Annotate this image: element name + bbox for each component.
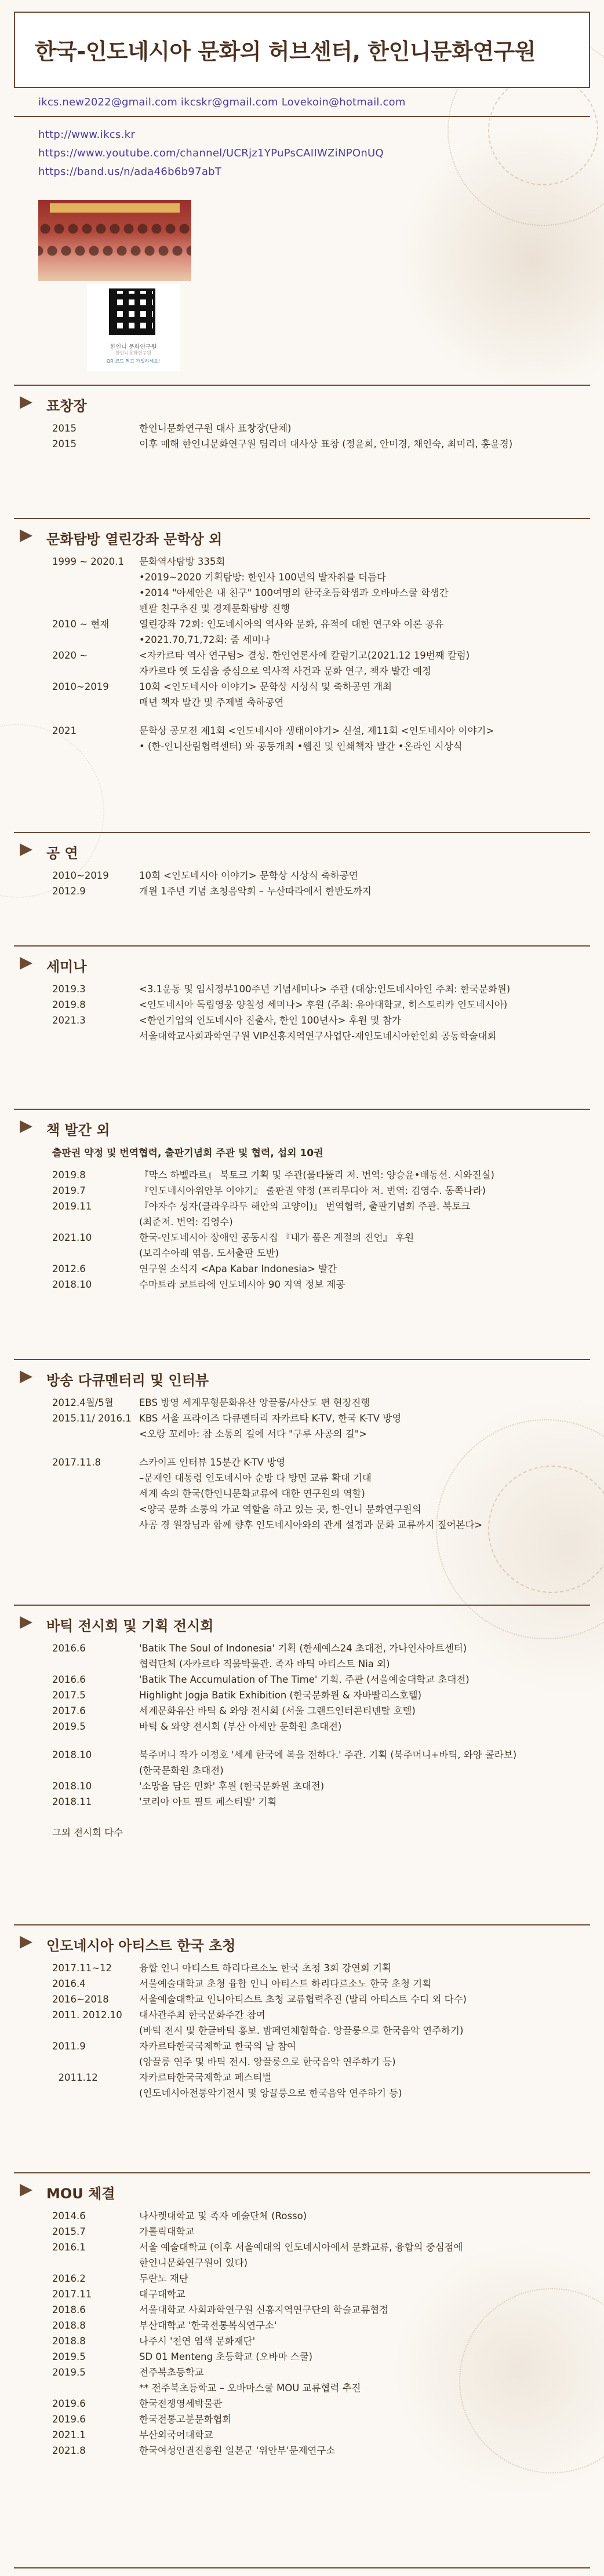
entry-line: 문화역사탐방 335회 (139, 556, 225, 567)
entry-date: 2019.6 (52, 2398, 86, 2409)
timeline-entry (52, 1167, 590, 1183)
entry-text (139, 1778, 590, 1794)
entry-line: SD 01 Menteng 초등학교 (오바마 스쿨) (139, 2351, 313, 2362)
entry-line: 자카르타한국국제학교 한국의 날 참여 (139, 2041, 296, 2052)
entry-line: <인도네시아 독립영웅 양칠성 세미나> 후원 (주최: 유아대학교, 히스토리카 인도네시아) (139, 999, 508, 1010)
timeline-entry (52, 2318, 590, 2333)
entry-text (139, 723, 590, 754)
entry-line: 바틱 & 와양 전시회 (부산 아세안 문화원 초대전) (139, 1721, 342, 1732)
entry-line: ** 전주북초등학교 – 오바마스쿨 MOU 교류협력 추진 (139, 2383, 361, 2394)
triangle-bullet-icon (20, 957, 32, 970)
entry-line: 사공 경 원장님과 함께 향후 인도네시아와의 관계 설정과 문화 교류까지 짚어본다> (139, 1519, 483, 1530)
entry-date: 2010~2019 (52, 870, 109, 881)
entry-line: 나주시 '천연 염색 문화재단' (139, 2336, 256, 2347)
entry-line: 대사관주최 한국문화주간 참여 (139, 2009, 265, 2020)
section-header (14, 2172, 590, 2202)
entry-date: 2019.11 (52, 1201, 92, 1212)
entry-date: 2010 ~ 현재 (52, 619, 110, 630)
entry-text (139, 2208, 590, 2224)
entry-date: 2010~2019 (52, 681, 109, 692)
entry-line: (한국문화원 초대전) (139, 1765, 224, 1776)
entry-text (139, 2302, 590, 2318)
entry-text (139, 1794, 590, 1810)
timeline-entry (52, 2427, 590, 2443)
entry-line: •2014 "아세안은 내 친구" 100여명의 한국초등학생과 오바마스쿨 학생간 (139, 587, 449, 598)
entry-line: (바틱 전시 및 한글바틱 홍보. 밤페연체험학습. 앙끌룽으로 한국음악 연주하기) (139, 2025, 464, 2036)
entry-line: 이후 매해 한인니문화연구원 팀리더 대사상 표창 (정윤희, 안미경, 채인숙, 최미리, 홍윤경) (139, 439, 513, 450)
entry-text (139, 1455, 590, 1533)
section-header (14, 832, 590, 861)
entry-line: 한국-인도네시아 장애인 공동시집 『내가 품은 계절의 진언』 후원 (139, 1232, 414, 1243)
entry-date: 2016.2 (52, 2273, 86, 2284)
entry-text (139, 2286, 590, 2302)
entry-date: 2021.1 (52, 2429, 86, 2440)
entry-text (139, 2224, 590, 2239)
timeline-entry (52, 1703, 590, 1719)
entry-date: 2018.8 (52, 2336, 86, 2347)
timeline-entry (52, 2411, 590, 2427)
entry-text (139, 2271, 590, 2286)
entry-date: 2019.3 (52, 984, 86, 995)
entry-date: 1999 ~ 2020.1 (52, 556, 125, 567)
timeline-entry (52, 2007, 590, 2038)
section-body (14, 1630, 590, 1840)
timeline-entry (52, 1455, 590, 1533)
entry-text (139, 868, 590, 883)
entry-text (139, 616, 590, 648)
entry-text (139, 883, 590, 899)
entry-text (139, 1277, 590, 1292)
entry-text (139, 436, 590, 452)
section-title: MOU 체결 (46, 2186, 115, 2202)
entry-line: 자카르타한국국제학교 페스티벌 (139, 2072, 272, 2083)
entry-date: 2015 (52, 439, 77, 450)
timeline-entry (52, 1199, 590, 1230)
entry-text (139, 1261, 590, 1277)
entry-text (139, 1719, 590, 1734)
section-title: 인도네시아 아티스트 한국 초청 (46, 1938, 236, 1954)
entry-line: <한인기업의 인도네시아 진출사, 한인 100년사> 후원 및 참가 (139, 1015, 401, 1026)
triangle-bullet-icon (20, 1936, 32, 1949)
section-awards (14, 385, 590, 452)
entry-text (139, 1411, 590, 1442)
timeline-entry (52, 2271, 590, 2286)
triangle-bullet-icon (20, 2184, 32, 2197)
entry-line: 펜팔 친구추진 및 경제문화탐방 진행 (139, 603, 290, 614)
entry-line: 연구원 소식지 <Apa Kabar Indonesia> 발간 (139, 1263, 337, 1274)
section-exhibitions (14, 1605, 590, 1840)
section-title: 방송 다큐멘터리 및 인터뷰 (46, 1372, 209, 1389)
timeline-entry (52, 2208, 590, 2224)
entry-text (139, 1199, 590, 1230)
entry-line: 수마트라 코트라에 인도네시아 90 지역 정보 제공 (139, 1279, 345, 1290)
timeline-entry (52, 1747, 590, 1778)
section-body (14, 543, 590, 754)
entry-date: 2017.11~12 (52, 1963, 112, 1974)
entry-line: 『인도네시아위안부 이야기』 출판권 약정 (프리무디아 저. 번역: 김영수. 동쪽나라) (139, 1185, 486, 1196)
entry-text (139, 2038, 590, 2070)
entry-date: 2012.6 (52, 1263, 86, 1274)
entry-line: 『야자수 성자(클라우라두 해안의 고양이)』 번역협력, 출판기념회 주관. 북토크 (139, 1201, 471, 1212)
timeline-entry (52, 2396, 590, 2411)
entry-date: 2020 ~ (52, 650, 88, 661)
timeline-entry (52, 1230, 590, 1261)
timeline-entry (52, 883, 590, 899)
section-performances (14, 832, 590, 899)
entry-text (139, 1703, 590, 1719)
timeline-entry (52, 1261, 590, 1277)
band-link[interactable]: https://band.us/n/ada46b6b97abT (38, 166, 222, 178)
qr-caption: 한인니 문화연구원 (110, 344, 157, 350)
timeline-entry (52, 1719, 590, 1734)
entry-line: Highlight Jogja Batik Exhibition (한국문화원 & 자바빨리스호텔) (139, 1690, 422, 1701)
entry-date: 2015.7 (52, 2226, 86, 2237)
entry-date: 2018.10 (52, 1749, 92, 1760)
entry-line: <양국 문화 소통의 가교 역할을 하고 있는 곳, 한-인니 문화연구원의 (139, 1504, 421, 1515)
section-header (14, 945, 590, 975)
entry-date: 2019.8 (52, 1170, 86, 1181)
entry-text (139, 1747, 590, 1778)
entry-date: 2014.6 (52, 2210, 86, 2221)
entry-line: 서울 예술대학교 (이후 서울예대의 인도네시아에서 문화교류, 융합의 중심점에 (139, 2242, 463, 2253)
entry-date: 2011.9 (52, 2041, 86, 2052)
triangle-bullet-icon (20, 529, 32, 542)
timeline-entry (52, 616, 590, 648)
entry-text (139, 1013, 590, 1044)
entry-date: 2018.10 (52, 1279, 92, 1290)
entry-line: 개원 1주년 기념 초청음악회 – 누산따라에서 한반도까지 (139, 886, 372, 897)
section-body (14, 971, 590, 1044)
entry-line: 스카이프 인터뷰 15분간 K-TV 방영 (139, 1457, 286, 1468)
entry-line: 서울대학교 사회과학연구원 신흥지역연구단의 학술교류협정 (139, 2304, 389, 2315)
entry-date: 2011.12 (52, 2072, 98, 2083)
entry-line: 세계문화유산 바틱 & 와양 전시회 (서울 그랜드인터콘티넨탈 호텔) (139, 1705, 416, 1716)
section-artists (14, 1924, 590, 2101)
entry-date: 2019.5 (52, 2351, 86, 2362)
timeline-entry (52, 1183, 590, 1199)
entry-text (139, 2443, 590, 2458)
entry-date: 2018.11 (52, 1796, 92, 1807)
entry-line: 매년 책자 발간 및 주제별 축하공연 (139, 697, 284, 708)
entry-line: (앙끌룽 연주 및 바틱 전시. 앙끌룽으로 한국음악 연주하기 등) (139, 2056, 396, 2067)
entry-text (139, 1640, 590, 1672)
timeline-entry (52, 2239, 590, 2271)
section-body (14, 410, 590, 452)
timeline-entry (52, 2224, 590, 2239)
entry-date: 2017.11 (52, 2289, 92, 2300)
decorative-mandala-inner (488, 75, 598, 185)
youtube-link[interactable]: https://www.youtube.com/channel/UCRjz1YPuPsCAIIWZiNPOnUQ (38, 147, 384, 159)
entry-line: '코리아 아트 필트 페스티발' 기획 (139, 1796, 277, 1807)
entry-line: 10회 <인도네시아 이야기> 문학상 시상식 및 축하공연 개최 (139, 681, 392, 692)
entry-text (139, 2318, 590, 2333)
entry-text (139, 2365, 590, 2396)
entry-date: 2019.6 (52, 2414, 86, 2425)
entry-line: (인도네시아전통악기전시 및 앙끌룽으로 한국음악 연주하기 등) (139, 2088, 402, 2099)
divider (14, 116, 590, 117)
entry-line: 한국전통고분문화협회 (139, 2414, 232, 2425)
entry-line: (최준저. 번역: 김영수) (139, 1216, 233, 1227)
timeline-entry (52, 1960, 590, 1976)
entry-text (139, 421, 590, 436)
entry-line: 한국여성인권진흥원 일본군 '위안부'문제연구소 (139, 2445, 336, 2456)
section-body (14, 2198, 590, 2458)
timeline-entry (52, 679, 590, 710)
entry-text (139, 1395, 590, 1411)
group-photo (38, 200, 191, 281)
section-title: 세미나 (46, 959, 87, 975)
qr-card[interactable] (87, 284, 180, 371)
entry-line: • (한-인니산림협력센터) 와 공동개최 •웹진 및 인쇄책자 발간 •온라인 시상식 (139, 741, 463, 752)
entry-line: 나사렛대학교 및 족자 예술단체 (Rosso) (139, 2210, 307, 2221)
entry-text (139, 2396, 590, 2411)
section-title: 바틱 전시회 및 기획 전시회 (46, 1618, 214, 1634)
entry-date: 2018.6 (52, 2304, 86, 2315)
section-lectures (14, 518, 590, 754)
entry-date: 2016.6 (52, 1643, 86, 1654)
entry-text (139, 1183, 590, 1199)
timeline-entry (52, 1794, 590, 1810)
entry-date: 2019.5 (52, 2367, 86, 2378)
entry-line: 『막스 하벨라르』 북토크 기획 및 주관(물타뚤리 저. 번역: 양승윤•배동선. 시와진실) (139, 1170, 494, 1181)
entry-line: 서울예술대학교 인니아티스트 초청 교류협력추진 (발리 아티스트 수디 외 다수) (139, 1994, 467, 2005)
entry-text (139, 1672, 590, 1687)
entry-date: 2018.8 (52, 2320, 86, 2331)
timeline-entry (52, 1277, 590, 1292)
timeline-entry (52, 2349, 590, 2365)
entry-date: 2015.11/ 2016.1 (52, 1413, 132, 1424)
timeline-entry (52, 1395, 590, 1411)
section-header (14, 385, 590, 414)
timeline-entry (52, 554, 590, 616)
entry-line: (보리수아래 엮음. 도서출판 도반) (139, 1248, 279, 1259)
timeline-entry (52, 1992, 590, 2007)
entry-date: 2019.5 (52, 1721, 86, 1732)
entry-text (139, 554, 590, 616)
entry-date: 2012.9 (52, 886, 86, 897)
entry-date: 2019.8 (52, 999, 86, 1010)
entry-date: 2016~2018 (52, 1994, 109, 2005)
entry-line: 자카르타 옛 도심을 중심으로 역사적 사건과 문화 연구, 책자 발간 예정 (139, 666, 431, 677)
entry-line: 융합 인니 아티스트 하리다르소노 한국 초청 3회 강연회 기획 (139, 1963, 391, 1974)
triangle-bullet-icon (20, 1616, 32, 1629)
entry-line: 한인니문화연구원이 있다) (139, 2257, 248, 2268)
section-note: 출판권 약정 및 번역협력, 출판기념회 주관 및 협력, 섭외 10권 (52, 1148, 323, 1159)
timeline-entry (52, 2443, 590, 2458)
entry-line: 전주북초등학교 (139, 2367, 204, 2378)
section-title: 표창장 (46, 398, 87, 414)
entry-text (139, 2239, 590, 2271)
entry-line: 세계 속의 한국(한인니문화교류에 대한 연구원의 역할) (139, 1488, 365, 1499)
timeline-entry (52, 1411, 590, 1442)
entry-date: 2021 (52, 725, 77, 736)
entry-line: 대구대학교 (139, 2289, 185, 2300)
entry-text (139, 2427, 590, 2443)
entry-date: 2015 (52, 423, 77, 434)
entry-text (139, 2070, 590, 2101)
section-header (14, 1359, 590, 1389)
entry-line: <오랑 꼬레아: 참 소통의 길에 서다 "구루 사공의 길"> (139, 1428, 368, 1439)
timeline-entry (52, 2333, 590, 2349)
entry-line: 10회 <인도네시아 이야기> 문학상 시상식 축하공연 (139, 870, 358, 881)
entry-line: 북주머니 작가 이정호 '세계 한국에 복을 전하다.' 주관. 기획 (북주머니+바틱, 와양 콜라보) (139, 1749, 517, 1760)
section-header (14, 518, 590, 547)
entry-text (139, 648, 590, 679)
timeline-entry (52, 1976, 590, 1992)
entry-line: •2021.70,71,72회: 줌 세미나 (139, 634, 271, 645)
entry-line: '소망을 담은 민화' 후원 (한국문화원 초대전) (139, 1781, 325, 1792)
timeline-entry (52, 1672, 590, 1687)
section-title: 책 발간 외 (46, 1122, 110, 1138)
timeline-entry (52, 648, 590, 679)
entry-date: 2011. 2012.10 (52, 2009, 122, 2020)
entry-line: <3.1운동 및 임시정부100주년 기념세미나> 주관 (대상:인도네시아인 주최: 한국문화원) (139, 984, 511, 995)
triangle-bullet-icon (20, 396, 32, 409)
entry-date: 2019.7 (52, 1185, 86, 1196)
entry-date: 2021.10 (52, 1232, 92, 1243)
entry-text (139, 981, 590, 997)
timeline-entry (52, 1687, 590, 1703)
entry-line: KBS 서울 프라이즈 다큐멘터리 자카르타 K-TV, 한국 K-TV 방영 (139, 1413, 402, 1424)
entry-text (139, 2333, 590, 2349)
entry-date: 2012.4월/5월 (52, 1397, 114, 1408)
qr-caption-cta: QR 코드 찍고 가입하세요! (106, 359, 161, 364)
entry-date: 2016.6 (52, 1674, 86, 1685)
timeline-entry (52, 868, 590, 883)
entry-line: –문재인 대통령 인도네시아 순방 다 방면 교류 확대 기대 (139, 1472, 372, 1484)
timeline-entry (52, 1640, 590, 1672)
triangle-bullet-icon (20, 1371, 32, 1383)
exhibitions-footer: 그외 전시회 다수 (52, 1827, 123, 1838)
entry-line: 가톨릭대학교 (139, 2226, 195, 2237)
contact-emails[interactable]: ikcs.new2022@gmail.com ikcskr@gmail.com Lovekoin@hotmail.com (38, 96, 406, 108)
timeline-entry (52, 997, 590, 1013)
bottom-divider (14, 2567, 590, 2568)
timeline-entry (52, 723, 590, 754)
entry-line: 'Batik The Accumulation of The Time' 기획. 주관 (서울예술대학교 초대전) (139, 1674, 470, 1685)
section-title: 공 연 (46, 845, 78, 861)
entry-date: 2021.3 (52, 1015, 86, 1026)
section-body (14, 857, 590, 899)
entry-text (139, 1687, 590, 1703)
timeline-entry (52, 2070, 590, 2101)
timeline-entry (52, 421, 590, 436)
entry-text (139, 2007, 590, 2038)
timeline-entry (52, 436, 590, 452)
timeline-entry (52, 2286, 590, 2302)
section-body (14, 1384, 590, 1533)
section-title: 문화탐방 열린강좌 문학상 외 (46, 531, 223, 547)
timeline-entry (52, 2365, 590, 2396)
entry-line: 서울예술대학교 초청 융합 인니 아티스트 하리다르소노 한국 초청 기획 (139, 1978, 432, 1989)
entry-date: 2021.8 (52, 2445, 86, 2456)
website-link[interactable]: http://www.ikcs.kr (38, 129, 136, 141)
entry-date: 2017.6 (52, 1705, 86, 1716)
qr-code-icon[interactable] (109, 288, 155, 335)
qr-caption-sub: 한인니문화연구원 (115, 350, 151, 356)
section-header (14, 1924, 590, 1954)
entry-text (139, 2411, 590, 2427)
entry-line: 'Batik The Soul of Indonesia' 기획 (한세예스24 초대전, 가나인사아트센터) (139, 1643, 467, 1654)
timeline-entry (52, 981, 590, 997)
timeline-entry (52, 2038, 590, 2070)
entry-line: •2019~2020 기획탐방: 한인사 100년의 발자취를 더듬다 (139, 572, 386, 583)
triangle-bullet-icon (20, 843, 32, 856)
entry-line: <자카르타 역사 연구팀> 결성. 한인언론사에 칼럼기고(2021.12 19번째 칼럼) (139, 650, 470, 661)
timeline-entry (52, 1778, 590, 1794)
triangle-bullet-icon (20, 1120, 32, 1133)
section-body (14, 1134, 590, 1292)
entry-line: 부산외국어대학교 (139, 2429, 213, 2440)
entry-date: 2016.4 (52, 1978, 86, 1989)
entry-text (139, 2349, 590, 2365)
entry-line: 열린강좌 72회: 인도네시아의 역사와 문화, 유적에 대한 연구와 이론 공유 (139, 619, 444, 630)
section-seminars (14, 945, 590, 1044)
entry-text (139, 997, 590, 1013)
entry-line: 문학상 공모전 제1회 <인도네시아 생태이야기> 신설, 제11회 <인도네시아 이야기> (139, 725, 494, 736)
entry-line: 두란노 재단 (139, 2273, 188, 2284)
section-mou (14, 2172, 590, 2458)
entry-text (139, 679, 590, 710)
section-body (14, 1950, 590, 2101)
section-header (14, 1605, 590, 1634)
entry-date: 2017.11.8 (52, 1457, 101, 1468)
entry-date: 2018.10 (52, 1781, 92, 1792)
entry-line: 한인니문화연구원 대사 표창장(단체) (139, 423, 292, 434)
entry-line: EBS 방영 세계무형문화유산 앙끌룽/사산도 편 현장진행 (139, 1397, 370, 1408)
entry-text (139, 1992, 590, 2007)
entry-line: 부산대학교 '한국전통복식연구소' (139, 2320, 277, 2331)
entry-line: 협력단체 (자카르타 직물박물관. 족자 바틱 아티스트 Nia 외) (139, 1658, 390, 1669)
section-books (14, 1109, 590, 1292)
entry-line: 서울대학교사회과학연구원 VIP신흥지역연구사업단-재인도네시아한인회 공동학술대회 (139, 1031, 497, 1042)
timeline-entry (52, 2302, 590, 2318)
entry-text (139, 1167, 590, 1183)
page-title: 한국-인도네시아 문화의 허브센터, 한인니문화연구원 (35, 39, 536, 64)
entry-text (139, 1230, 590, 1261)
section-broadcast (14, 1359, 590, 1533)
section-header (14, 1109, 590, 1138)
entry-text (139, 1976, 590, 1992)
entry-date: 2016.1 (52, 2242, 86, 2253)
entry-text (139, 1960, 590, 1976)
entry-line: 한국전쟁영세박물관 (139, 2398, 223, 2409)
entry-date: 2017.5 (52, 1690, 86, 1701)
timeline-entry (52, 1013, 590, 1044)
